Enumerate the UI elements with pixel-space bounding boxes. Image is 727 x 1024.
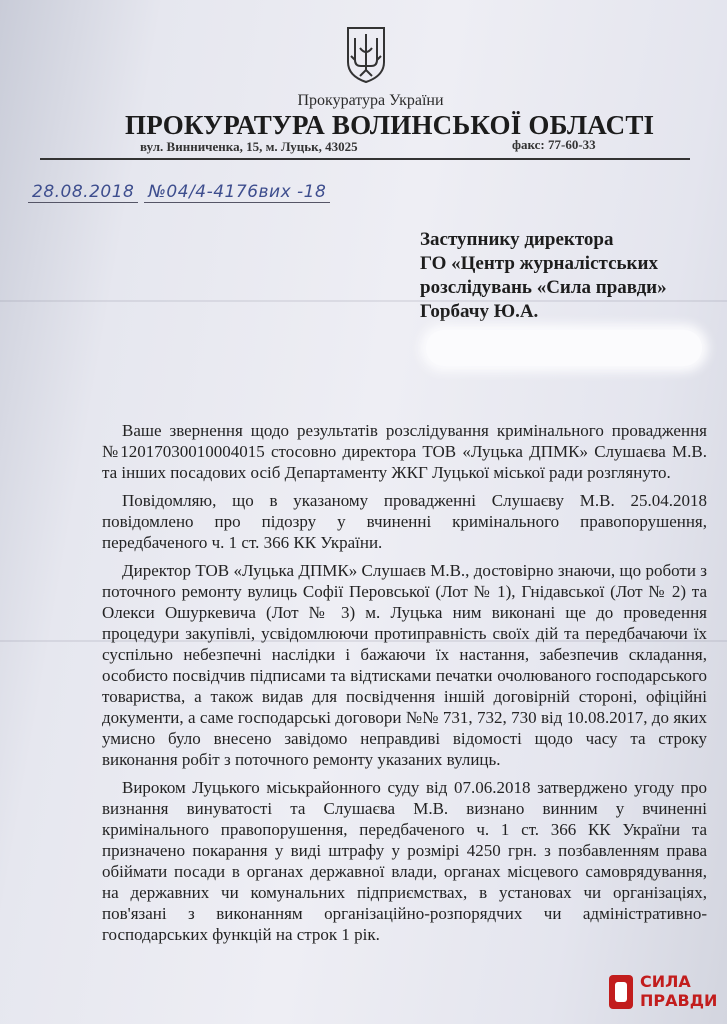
body-paragraph: Повідомляю, що в указаному провадженні Слушаєву М.В. 25.04.2018 повідомлено про підозру у вчиненні кримінального правопорушення, передбаченого ч. 1 ст. 366 КК України. (102, 491, 707, 552)
outgoing-date: 28.08.2018 (28, 182, 138, 203)
redacted-area (426, 330, 702, 366)
trident-emblem-icon (345, 26, 387, 84)
body-paragraph: Директор ТОВ «Луцька ДПМК» Слушаєв М.В., достовірно знаючи, що роботи з поточного ремонту вулиць Софії Перовської (Лот № 1), Гнідавської (Лот № 2) та Олекси Ошуркевича (Лот № 3) м. Луцька ним виконані ще до проведення процедури закупівлі, усвідомлюючи протиправність своїх дій та передбачаючи їх суспільно небезпечні наслідки і бажаючи їх настання, забезпечив складання, особисто посвідчив підписами та відтисками печатки очолюваного господарського товариства, а також видав для посвідчення іншій договірній стороні, офіційні документи, а саме господарські договори №№ 731, 732, 730 від 10.08.2017, до яких умисно було внесено завідомо неправдиві відомості щодо часу та строку виконання робіт з поточного ремонту указаних вулиць. (102, 561, 707, 769)
agency-address: вул. Винниченка, 15, м. Луцьк, 43025 (140, 139, 358, 154)
body-paragraph: Ваше звернення щодо результатів розслідування кримінального провадження №12017030010004015 стосовно директора ТОВ «Луцька ДПМК» Слушаєва М.В. та інших посадових осіб Департаменту ЖКГ Луцької міської ради розглянуто. (102, 421, 707, 482)
outgoing-number: №04/4-4176вих -18 (144, 182, 330, 203)
addressee-line: Горбачу Ю.А. (420, 301, 539, 322)
addressee-line: ГО «Центр журналістських (420, 253, 658, 274)
sila-pravdy-watermark (608, 968, 720, 1016)
sila-pravdy-logo-icon (608, 974, 634, 1010)
watermark-line: ПРАВДИ (640, 991, 718, 1010)
body-paragraph: Вироком Луцького міськрайонного суду від 07.06.2018 затверджено угоду про визнання винуватості та Слушаєва М.В. визнано винним у вчиненні кримінального правопорушення, передбаченого ч. 1 ст. 366 КК України та призначено покарання у виді штрафу у розмірі 4250 грн. з позбавленням права обіймати посади в органах державної влади, органах місцевого самоврядування, на державних чи комунальних підприємствах, в установах чи організаціях, пов'язані з виконанням організаційно-розпорядчих чи адміністративно-господарських функцій на строк 1 рік. (102, 778, 707, 944)
agency-subtitle: Прокуратура України (297, 92, 444, 109)
header-divider (40, 158, 690, 160)
letter-body (102, 420, 707, 952)
watermark-text (640, 972, 717, 1010)
agency-title: ПРОКУРАТУРА ВОЛИНСЬКОЇ ОБЛАСТІ (125, 110, 655, 140)
outgoing-registration (28, 182, 330, 202)
addressee-line: розслідувань «Сила правди» (420, 277, 667, 298)
addressee-line: Заступнику директора (420, 229, 614, 250)
agency-fax: факс: 77-60-33 (512, 137, 596, 152)
addressee-block (420, 228, 667, 324)
watermark-line: СИЛА (640, 972, 691, 991)
